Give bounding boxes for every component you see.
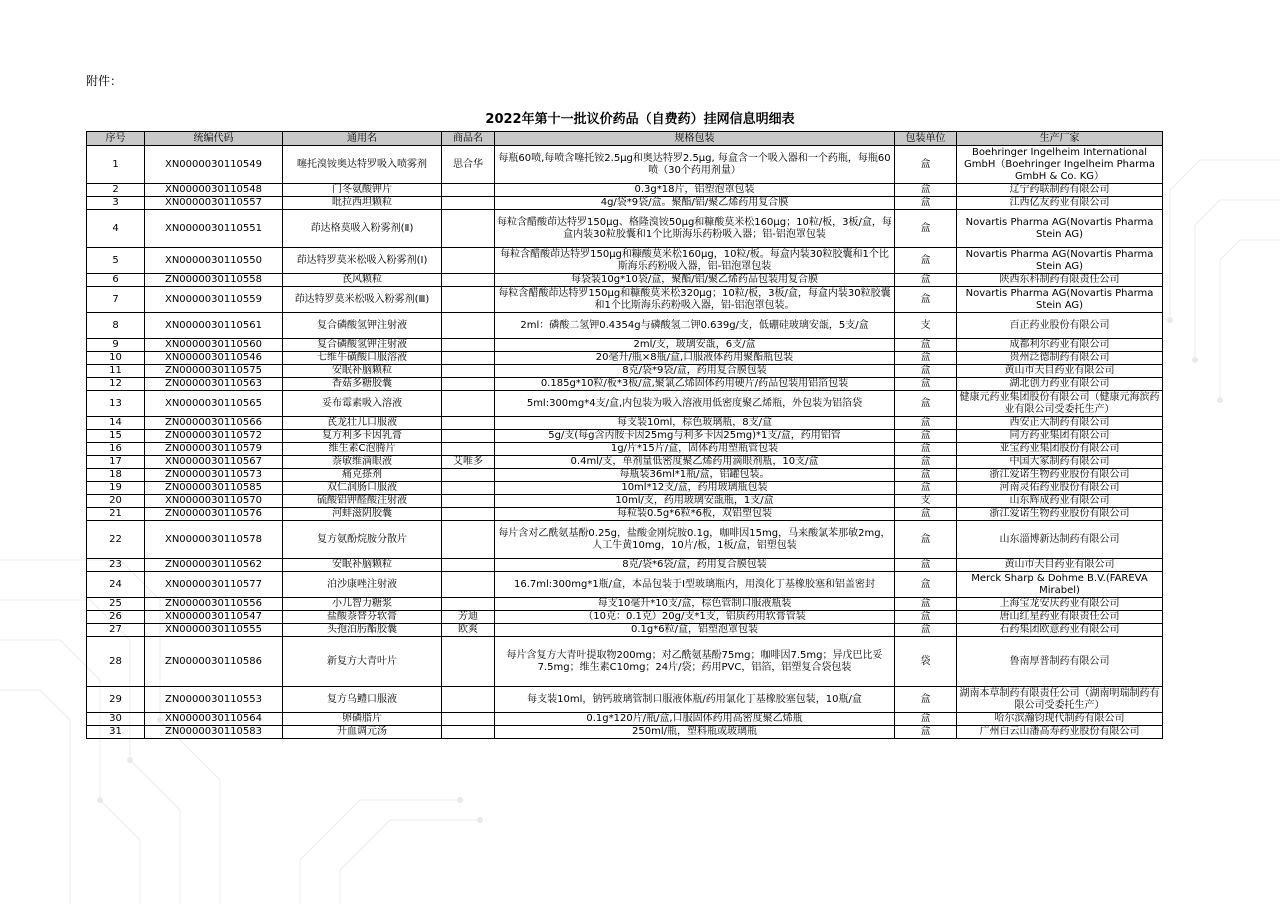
cell-spec-packaging: （10克：0.1克）20g/支*1支，铝质药用软膏管装 [495, 611, 895, 624]
cell-brand-name [442, 495, 495, 508]
cell-spec-packaging: 0.4ml/支，单剂量低密度聚乙烯药用滴眼剂瓶，10支/盒 [495, 456, 895, 469]
cell-package-unit: 盒 [895, 274, 957, 287]
cell-manufacturer: 湖南本草制药有限责任公司（湖南明瑞制药有限公司受委托生产） [957, 687, 1163, 713]
cell-package-unit: 支 [895, 495, 957, 508]
cell-spec-packaging: 每支10毫升*10支/盒，棕色管制口服液瓶装 [495, 598, 895, 611]
table-header-row [87, 132, 1163, 146]
cell-index: 4 [87, 210, 145, 248]
cell-package-unit: 盒 [895, 197, 957, 210]
document-title: 2022年第十一批议价药品（自费药）挂网信息明细表 [485, 112, 795, 127]
cell-package-unit: 盒 [895, 469, 957, 482]
cell-index: 8 [87, 313, 145, 339]
cell-code: ZN0000030110556 [145, 598, 283, 611]
table-row [87, 417, 1163, 430]
cell-package-unit: 盒 [895, 248, 957, 274]
cell-index: 25 [87, 598, 145, 611]
cell-package-unit: 盒 [895, 598, 957, 611]
table-row [87, 559, 1163, 572]
cell-generic-name: 香菇多糖胶囊 [283, 378, 442, 391]
cell-brand-name [442, 726, 495, 739]
cell-code: ZN0000030110562 [145, 559, 283, 572]
cell-manufacturer: 山东辉成药业有限公司 [957, 495, 1163, 508]
cell-brand-name [442, 508, 495, 521]
cell-generic-name: 茚达特罗莫米松吸入粉雾剂(Ⅲ) [283, 287, 442, 313]
cell-index: 18 [87, 469, 145, 482]
cell-package-unit: 盒 [895, 210, 957, 248]
header-index: 序号 [87, 132, 145, 146]
cell-code: XN0000030110578 [145, 521, 283, 559]
cell-manufacturer: 山东淄博新达制药有限公司 [957, 521, 1163, 559]
cell-code: ZN0000030110576 [145, 508, 283, 521]
cell-index: 3 [87, 197, 145, 210]
cell-brand-name [442, 469, 495, 482]
cell-brand-name [442, 443, 495, 456]
cell-package-unit: 盒 [895, 378, 957, 391]
cell-brand-name [442, 248, 495, 274]
cell-generic-name: 新复方大青叶片 [283, 637, 442, 687]
table-row [87, 611, 1163, 624]
cell-spec-packaging: 0.1g*120片/瓶/盒,口服固体药用高密度聚乙烯瓶 [495, 713, 895, 726]
cell-index: 21 [87, 508, 145, 521]
cell-manufacturer: 鲁南厚普制药有限公司 [957, 637, 1163, 687]
cell-brand-name [442, 687, 495, 713]
cell-brand-name [442, 482, 495, 495]
header-manufacturer: 生产厂家 [957, 132, 1163, 146]
cell-generic-name: 芪龙壮儿口服液 [283, 417, 442, 430]
header-code: 统编代码 [145, 132, 283, 146]
table-row [87, 146, 1163, 184]
cell-generic-name: 噻托溴铵奥达特罗吸入喷雾剂 [283, 146, 442, 184]
cell-manufacturer: Merck Sharp & Dohme B.V.(FAREVA Mirabel) [957, 572, 1163, 598]
cell-manufacturer: 陕西东科制药有限责任公司 [957, 274, 1163, 287]
table-row [87, 248, 1163, 274]
cell-index: 20 [87, 495, 145, 508]
cell-code: XN0000030110577 [145, 572, 283, 598]
cell-brand-name [442, 598, 495, 611]
cell-package-unit: 盒 [895, 687, 957, 713]
cell-brand-name: 欧爽 [442, 624, 495, 637]
cell-index: 16 [87, 443, 145, 456]
cell-spec-packaging: 8克/袋*6袋/盒，药用复合膜包装 [495, 559, 895, 572]
table-row [87, 210, 1163, 248]
cell-manufacturer: 百正药业股份有限公司 [957, 313, 1163, 339]
cell-generic-name: 芪风颗粒 [283, 274, 442, 287]
cell-code: XN0000030110570 [145, 495, 283, 508]
cell-brand-name [442, 521, 495, 559]
table-row [87, 378, 1163, 391]
table-row [87, 391, 1163, 417]
cell-index: 19 [87, 482, 145, 495]
cell-code: ZN0000030110583 [145, 726, 283, 739]
cell-brand-name [442, 378, 495, 391]
cell-generic-name: 安眠补脑颗粒 [283, 365, 442, 378]
cell-code: ZN0000030110572 [145, 430, 283, 443]
cell-code: XN0000030110559 [145, 287, 283, 313]
cell-generic-name: 维生素C泡腾片 [283, 443, 442, 456]
cell-generic-name: 小儿智力糖浆 [283, 598, 442, 611]
cell-brand-name: 芳迪 [442, 611, 495, 624]
cell-code: ZN0000030110573 [145, 469, 283, 482]
cell-index: 26 [87, 611, 145, 624]
cell-brand-name [442, 313, 495, 339]
cell-generic-name: 茚达格莫吸入粉雾剂(Ⅱ) [283, 210, 442, 248]
cell-package-unit: 盒 [895, 611, 957, 624]
cell-index: 11 [87, 365, 145, 378]
cell-brand-name [442, 572, 495, 598]
cell-code: XN0000030110546 [145, 352, 283, 365]
cell-generic-name: 盐酸萘替芬软膏 [283, 611, 442, 624]
cell-spec-packaging: 每片含复方大青叶提取物200mg；对乙酰氨基酚75mg；咖啡因7.5mg；异戊巴比妥7.5mg；维生素C10mg；24片/袋；药用PVC，铝箔，铝塑复合袋包装 [495, 637, 895, 687]
cell-spec-packaging: 20毫升/瓶×8瓶/盒,口服液体药用聚酯瓶包装 [495, 352, 895, 365]
cell-spec-packaging: 8克/袋*9袋/盒，药用复合膜包装 [495, 365, 895, 378]
cell-generic-name: 复方氨酚烷胺分散片 [283, 521, 442, 559]
table-row [87, 521, 1163, 559]
cell-generic-name: 安眠补脑颗粒 [283, 559, 442, 572]
cell-index: 14 [87, 417, 145, 430]
cell-code: XN0000030110549 [145, 146, 283, 184]
cell-brand-name [442, 417, 495, 430]
table-row [87, 713, 1163, 726]
cell-generic-name: 复合磷酸氢钾注射液 [283, 313, 442, 339]
cell-package-unit: 盒 [895, 287, 957, 313]
cell-manufacturer: 河南灵佑药业股份有限公司 [957, 482, 1163, 495]
cell-index: 7 [87, 287, 145, 313]
cell-index: 24 [87, 572, 145, 598]
table-row [87, 482, 1163, 495]
cell-code: XN0000030110551 [145, 210, 283, 248]
cell-code: XN0000030110555 [145, 624, 283, 637]
cell-manufacturer: 哈尔滨瀚钧现代制药有限公司 [957, 713, 1163, 726]
cell-package-unit: 盒 [895, 624, 957, 637]
cell-code: XN0000030110567 [145, 456, 283, 469]
table-row [87, 687, 1163, 713]
cell-brand-name [442, 559, 495, 572]
table-row [87, 637, 1163, 687]
cell-spec-packaging: 5ml:300mg*4支/盒,内包装为吸入溶液用低密度聚乙烯瓶，外包装为铝箔袋 [495, 391, 895, 417]
cell-generic-name: 河蚌滋阴胶囊 [283, 508, 442, 521]
cell-package-unit: 盒 [895, 417, 957, 430]
cell-index: 17 [87, 456, 145, 469]
cell-index: 27 [87, 624, 145, 637]
cell-manufacturer: Boehringer Ingelheim International GmbH（Boehringer Ingelheim Pharma GmbH & Co. KG） [957, 146, 1163, 184]
cell-brand-name [442, 184, 495, 197]
header-brand-name: 商品名 [442, 132, 495, 146]
cell-code: XN0000030110550 [145, 248, 283, 274]
header-package-unit: 包装单位 [895, 132, 957, 146]
cell-spec-packaging: 0.1g*6粒/盒，铝塑泡罩包装 [495, 624, 895, 637]
cell-package-unit: 盒 [895, 572, 957, 598]
cell-manufacturer: 上海宝龙安庆药业有限公司 [957, 598, 1163, 611]
cell-index: 28 [87, 637, 145, 687]
cell-package-unit: 盒 [895, 559, 957, 572]
cell-generic-name: 卵磷脂片 [283, 713, 442, 726]
cell-code: ZN0000030110579 [145, 443, 283, 456]
cell-code: ZN0000030110553 [145, 687, 283, 713]
cell-generic-name: 复方乌鳢口服液 [283, 687, 442, 713]
cell-generic-name: 升血调元汤 [283, 726, 442, 739]
cell-spec-packaging: 0.3g*18片，铝塑泡罩包装 [495, 184, 895, 197]
cell-generic-name: 复方利多卡因乳膏 [283, 430, 442, 443]
cell-code: ZN0000030110563 [145, 378, 283, 391]
cell-index: 15 [87, 430, 145, 443]
cell-manufacturer: 江西亿友药业有限公司 [957, 197, 1163, 210]
cell-code: XN0000030110561 [145, 313, 283, 339]
cell-package-unit: 盒 [895, 482, 957, 495]
cell-manufacturer: 石药集团欧意药业有限公司 [957, 624, 1163, 637]
cell-index: 23 [87, 559, 145, 572]
cell-code: ZN0000030110585 [145, 482, 283, 495]
cell-index: 13 [87, 391, 145, 417]
cell-spec-packaging: 16.7ml:300mg*1瓶/盒，本品包装于I型玻璃瓶内，用溴化丁基橡胶塞和铝盖密封 [495, 572, 895, 598]
cell-package-unit: 盒 [895, 339, 957, 352]
cell-manufacturer: Novartis Pharma AG(Novartis Pharma Stein AG) [957, 287, 1163, 313]
cell-index: 12 [87, 378, 145, 391]
cell-package-unit: 支 [895, 313, 957, 339]
cell-generic-name: 门冬氨酸钾片 [283, 184, 442, 197]
table-row [87, 598, 1163, 611]
cell-package-unit: 盒 [895, 184, 957, 197]
cell-brand-name [442, 339, 495, 352]
cell-brand-name [442, 430, 495, 443]
cell-manufacturer: 唐山红星药业有限责任公司 [957, 611, 1163, 624]
table-body [87, 146, 1163, 739]
table-row [87, 197, 1163, 210]
table-row [87, 313, 1163, 339]
cell-code: ZN0000030110586 [145, 637, 283, 687]
cell-manufacturer: 同方药业集团有限公司 [957, 430, 1163, 443]
table-row [87, 184, 1163, 197]
cell-index: 31 [87, 726, 145, 739]
cell-index: 5 [87, 248, 145, 274]
table-row [87, 456, 1163, 469]
table-row [87, 352, 1163, 365]
cell-generic-name: 双仁润肠口服液 [283, 482, 442, 495]
cell-spec-packaging: 10ml*12支/盒，药用玻璃瓶包装 [495, 482, 895, 495]
cell-generic-name: 茚达特罗莫米松吸入粉雾剂(Ⅰ) [283, 248, 442, 274]
cell-brand-name [442, 210, 495, 248]
cell-spec-packaging: 每片含对乙酰氨基酚0.25g，盐酸金刚烷胺0.1g，咖啡因15mg，马来酸氯苯那敏2mg，人工牛黄10mg，10片/板，1板/盒，铝塑包装 [495, 521, 895, 559]
cell-package-unit: 盒 [895, 352, 957, 365]
cell-generic-name: 萘敏维滴眼液 [283, 456, 442, 469]
cell-spec-packaging: 250ml/瓶，塑料瓶或玻璃瓶 [495, 726, 895, 739]
cell-brand-name [442, 713, 495, 726]
cell-package-unit: 盒 [895, 430, 957, 443]
cell-package-unit: 盒 [895, 713, 957, 726]
cell-generic-name: 吡拉西坦颗粒 [283, 197, 442, 210]
table-row [87, 572, 1163, 598]
cell-index: 10 [87, 352, 145, 365]
cell-package-unit: 盒 [895, 391, 957, 417]
cell-index: 9 [87, 339, 145, 352]
cell-brand-name [442, 365, 495, 378]
cell-spec-packaging: 每粒含醋酸茚达特罗150μg和糠酸莫米松160μg，10粒/板。每盒内装30粒胶囊和1个比斯海乐药粉吸入器，铝-铝泡罩包装 [495, 248, 895, 274]
cell-spec-packaging: 每粒含醋酸茚达特罗150μg和糠酸莫米松320μg；10粒/板，3板/盒，每盒内装30粒胶囊和1个比斯海乐药粉吸入器，铝-铝泡罩包装。 [495, 287, 895, 313]
cell-spec-packaging: 每粒装0.5g*6粒*6板，双铝塑包装 [495, 508, 895, 521]
table-row [87, 495, 1163, 508]
table-row [87, 508, 1163, 521]
header-spec-packaging: 规格包装 [495, 132, 895, 146]
cell-code: XN0000030110548 [145, 184, 283, 197]
cell-code: XN0000030110557 [145, 197, 283, 210]
cell-spec-packaging: 1g/片*15片/盒，固体药用塑瓶管包装 [495, 443, 895, 456]
cell-manufacturer: 湖北创力药业有限公司 [957, 378, 1163, 391]
cell-manufacturer: Novartis Pharma AG(Novartis Pharma Stein AG) [957, 210, 1163, 248]
cell-index: 6 [87, 274, 145, 287]
cell-generic-name: 硫酸铝钾醛酸注射液 [283, 495, 442, 508]
cell-spec-packaging: 每支装10ml，棕色玻璃瓶，8支/盒 [495, 417, 895, 430]
cell-package-unit: 盒 [895, 521, 957, 559]
drug-info-table [86, 131, 1163, 739]
cell-spec-packaging: 4g/袋*9袋/盒。聚酯/铝/聚乙烯药用复合膜 [495, 197, 895, 210]
cell-spec-packaging: 每粒含醋酸茚达特罗150μg、格隆溴铵50μg和糠酸莫米松160μg；10粒/板，3板/盒，每盒内装30粒胶囊和1个比斯海乐药粉吸入器；铝-铝泡罩包装 [495, 210, 895, 248]
cell-manufacturer: 广州白云山潘高寿药业股份有限公司 [957, 726, 1163, 739]
cell-brand-name [442, 391, 495, 417]
cell-index: 2 [87, 184, 145, 197]
cell-brand-name [442, 274, 495, 287]
cell-brand-name [442, 287, 495, 313]
cell-package-unit: 盒 [895, 456, 957, 469]
table-row [87, 443, 1163, 456]
cell-generic-name: 妥布霉素吸入溶液 [283, 391, 442, 417]
cell-code: ZN0000030110575 [145, 365, 283, 378]
cell-spec-packaging: 5g/支(每g含丙胺卡因25mg与利多卡因25mg)*1支/盒，药用铝管 [495, 430, 895, 443]
cell-manufacturer: 亚宝药业集团股份有限公司 [957, 443, 1163, 456]
cell-manufacturer: 浙江爱诺生物药业股份有限公司 [957, 469, 1163, 482]
header-generic-name: 通用名 [283, 132, 442, 146]
cell-code: ZN0000030110558 [145, 274, 283, 287]
cell-package-unit: 盒 [895, 508, 957, 521]
cell-manufacturer: 黄山市天目药业有限公司 [957, 365, 1163, 378]
table-row [87, 726, 1163, 739]
cell-package-unit: 袋 [895, 637, 957, 687]
cell-brand-name: 思合华 [442, 146, 495, 184]
cell-spec-packaging: 每瓶装36ml*1瓶/盒，铝罐包装。 [495, 469, 895, 482]
cell-index: 30 [87, 713, 145, 726]
cell-manufacturer: Novartis Pharma AG(Novartis Pharma Stein AG) [957, 248, 1163, 274]
cell-generic-name: 七维牛磺酸口服溶液 [283, 352, 442, 365]
cell-brand-name [442, 352, 495, 365]
cell-manufacturer: 西安正大制药有限公司 [957, 417, 1163, 430]
cell-spec-packaging: 2ml/支，玻璃安瓿，6支/盒 [495, 339, 895, 352]
cell-generic-name: 头孢泊肟酯胶囊 [283, 624, 442, 637]
cell-spec-packaging: 每瓶60喷,每喷含噻托铵2.5μg和奥达特罗2.5μg, 每盒含一个吸入器和一个药瓶，每瓶60喷（30个药用剂量） [495, 146, 895, 184]
table-row [87, 624, 1163, 637]
cell-package-unit: 盒 [895, 365, 957, 378]
cell-generic-name: 泊沙康唑注射液 [283, 572, 442, 598]
attachment-label: 附件： [86, 74, 123, 88]
cell-spec-packaging: 每支装10ml，钠钙玻璃管制口服液体瓶/药用氯化丁基橡胶塞包装，10瓶/盒 [495, 687, 895, 713]
cell-generic-name: 复合磷酸氢钾注射液 [283, 339, 442, 352]
cell-spec-packaging: 每袋装10g*10袋/盒，聚酯/铝/聚乙烯药品包装用复合膜 [495, 274, 895, 287]
cell-manufacturer: 黄山市天目药业有限公司 [957, 559, 1163, 572]
cell-manufacturer: 健康元药业集团股份有限公司（健康元海滨药业有限公司受委托生产） [957, 391, 1163, 417]
table-row [87, 469, 1163, 482]
table-row [87, 339, 1163, 352]
cell-spec-packaging: 10ml/支，药用玻璃安瓿瓶，1支/盒 [495, 495, 895, 508]
cell-package-unit: 盒 [895, 726, 957, 739]
cell-spec-packaging: 2ml：磷酸二氢钾0.4354g与磷酸氢二钾0.639g/支，低硼硅玻璃安瓿，5支/盒 [495, 313, 895, 339]
cell-code: XN0000030110564 [145, 713, 283, 726]
table-row [87, 365, 1163, 378]
cell-index: 22 [87, 521, 145, 559]
cell-package-unit: 盒 [895, 443, 957, 456]
cell-manufacturer: 浙江爱诺生物药业股份有限公司 [957, 508, 1163, 521]
cell-package-unit: 盒 [895, 146, 957, 184]
cell-index: 29 [87, 687, 145, 713]
cell-code: XN0000030110560 [145, 339, 283, 352]
cell-spec-packaging: 0.185g*10粒/板*3板/盒,聚氯乙烯固体药用硬片/药品包装用铝箔包装 [495, 378, 895, 391]
cell-index: 1 [87, 146, 145, 184]
cell-manufacturer: 成都利尔药业有限公司 [957, 339, 1163, 352]
table-row [87, 430, 1163, 443]
cell-code: ZN0000030110566 [145, 417, 283, 430]
table-row [87, 287, 1163, 313]
table-row [87, 274, 1163, 287]
cell-manufacturer: 贵州泛德制药有限公司 [957, 352, 1163, 365]
cell-manufacturer: 中国大冢制药有限公司 [957, 456, 1163, 469]
cell-manufacturer: 辽宁药联制药有限公司 [957, 184, 1163, 197]
cell-code: XN0000030110565 [145, 391, 283, 417]
cell-brand-name [442, 197, 495, 210]
cell-code: XN0000030110547 [145, 611, 283, 624]
cell-brand-name [442, 637, 495, 687]
cell-generic-name: 痛克搽剂 [283, 469, 442, 482]
cell-brand-name: 艾唯多 [442, 456, 495, 469]
